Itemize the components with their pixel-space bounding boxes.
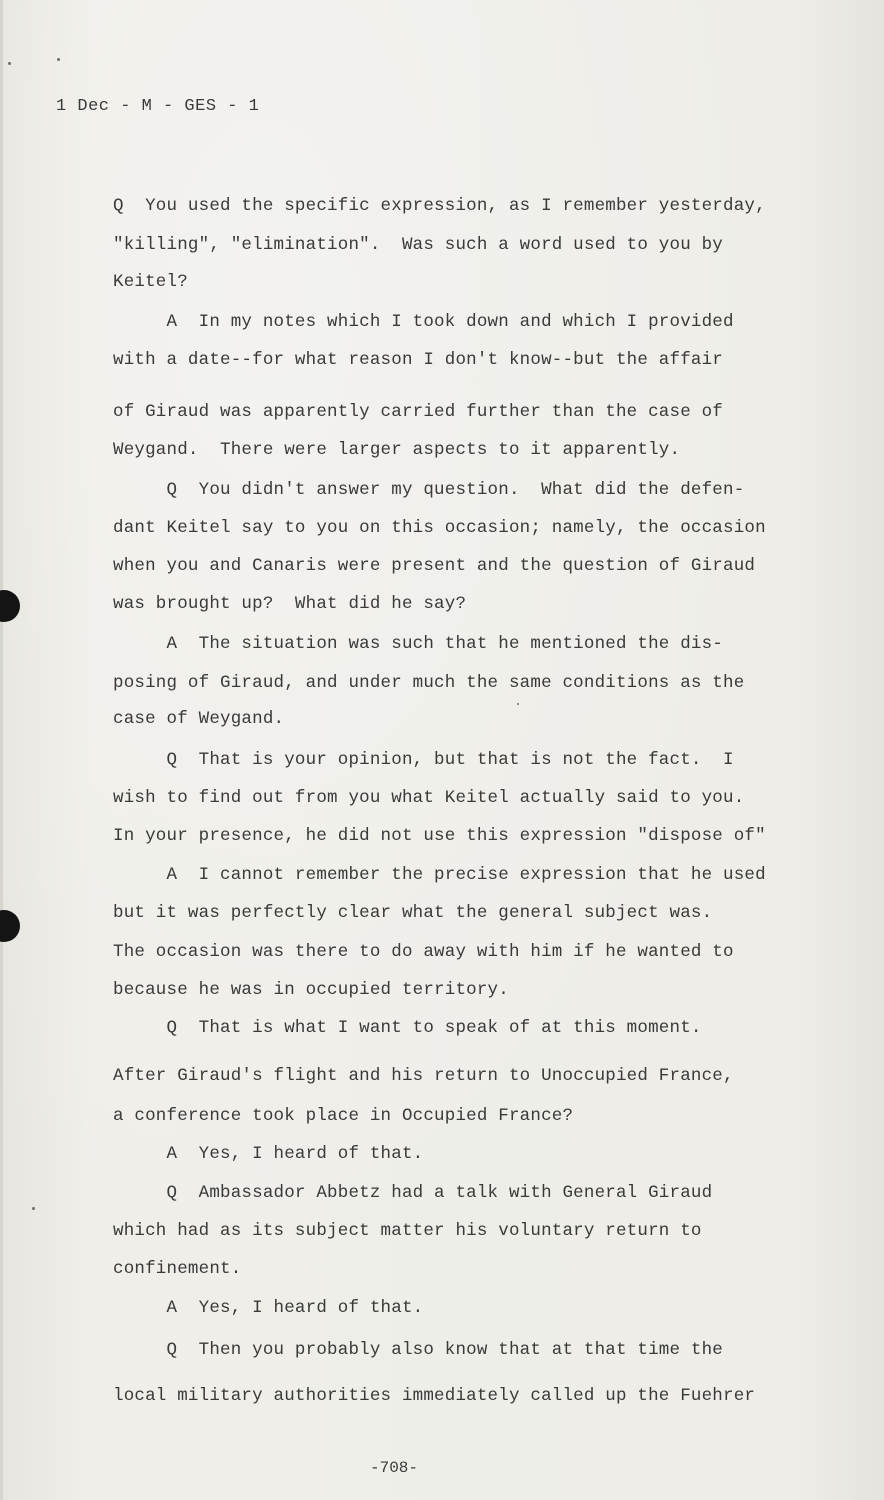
text-line: but it was perfectly clear what the general subject was. [113,903,713,923]
text-line: A I cannot remember the precise expression that he used [113,865,766,885]
text-line: Keitel? [113,272,188,292]
text-line: Q You used the specific expression, as I remember yesterday, [113,196,766,216]
ink-speck [517,703,519,705]
text-line: when you and Canaris were present and the question of Giraud [113,556,756,576]
text-line: A In my notes which I took down and which I provided [113,312,734,332]
text-line: Weygand. There were larger aspects to it apparently. [113,440,681,460]
text-line: of Giraud was apparently carried further than the case of [113,402,723,422]
text-line: a conference took place in Occupied France? [113,1106,574,1126]
text-line: case of Weygand. [113,709,285,729]
text-line: A Yes, I heard of that. [113,1298,424,1318]
page-edge [0,0,3,1500]
text-line: posing of Giraud, and under much the same conditions as the [113,673,745,693]
text-line: The occasion was there to do away with him if he wanted to [113,942,734,962]
text-line: In your presence, he did not use this expression "dispose of" [113,826,766,846]
text-line: wish to find out from you what Keitel actually said to you. [113,788,745,808]
text-line: "killing", "elimination". Was such a word used to you by [113,235,723,255]
text-line: with a date--for what reason I don't know--but the affair [113,350,723,370]
punch-hole-top [0,590,20,622]
document-header: 1 Dec - M - GES - 1 [56,97,260,116]
ink-speck [57,58,60,61]
text-line: local military authorities immediately called up the Fuehrer [113,1386,756,1406]
ink-speck [32,1207,35,1210]
text-line: After Giraud's flight and his return to Unoccupied France, [113,1066,734,1086]
text-line: Q That is your opinion, but that is not the fact. I [113,750,734,770]
ink-speck [8,62,11,65]
text-line: Q That is what I want to speak of at this moment. [113,1018,702,1038]
text-line: Q You didn't answer my question. What did the defen- [113,480,745,500]
text-line: Q Ambassador Abbetz had a talk with General Giraud [113,1183,713,1203]
text-line: A The situation was such that he mentioned the dis- [113,634,723,654]
text-line: Q Then you probably also know that at that time the [113,1340,723,1360]
text-line: because he was in occupied territory. [113,980,509,1000]
text-line: confinement. [113,1259,242,1279]
punch-hole-bottom [0,910,20,942]
text-line: was brought up? What did he say? [113,594,467,614]
text-line: which had as its subject matter his voluntary return to [113,1221,702,1241]
text-line: A Yes, I heard of that. [113,1144,424,1164]
page-number: -708- [370,1459,419,1477]
text-line: dant Keitel say to you on this occasion; namely, the occasion [113,518,766,538]
